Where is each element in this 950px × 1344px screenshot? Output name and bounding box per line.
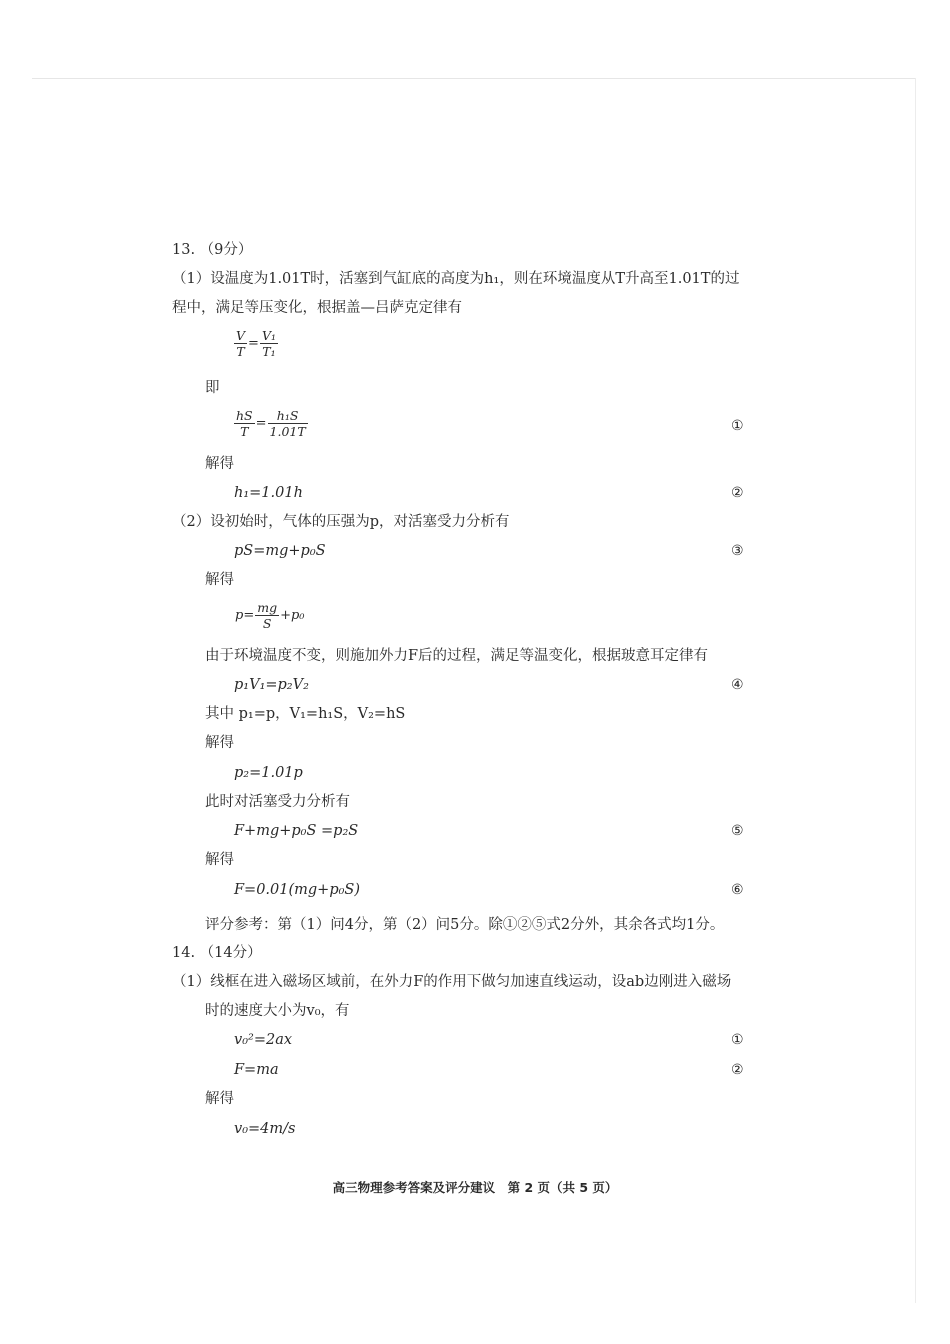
fraction-right: $\frac{\text{h₁S}}{1.01T}$ xyxy=(269,408,306,439)
q13-header: 13. （9分） xyxy=(172,242,253,258)
q14-eq-1: v₀²=2ax xyxy=(234,1032,293,1048)
q13-formula-gay-lussac: $\frac{V}{T}$ = $\frac{\text{V₁}}{\text{T₁}}$ xyxy=(236,328,276,359)
q13-where-line: 其中 p₁=p，V₁=h₁S，V₂=hS xyxy=(205,706,406,722)
q14-eq-2: F=ma xyxy=(234,1062,279,1078)
equation-number-5: ⑤ xyxy=(731,823,744,839)
equation-number-6: ⑥ xyxy=(731,882,744,898)
page-right-border xyxy=(915,78,916,1303)
q14-equation-number-2: ② xyxy=(731,1062,744,1078)
q13-eq-F: F=0.01(mg+p₀S) xyxy=(234,882,361,898)
q13-eq-h1: h₁=1.01h xyxy=(234,485,303,501)
q13-jiede-4: 解得 xyxy=(205,852,234,868)
q13-boyle-line: 由于环境温度不变，则施加外力F后的过程，满足等温变化，根据玻意耳定律有 xyxy=(205,648,709,664)
q14-header: 14. （14分） xyxy=(172,945,262,961)
equation-number-2: ② xyxy=(731,485,744,501)
q14-eq-3: v₀=4m/s xyxy=(234,1121,296,1137)
equation-number-3: ③ xyxy=(731,543,744,559)
q13-formula-p: p= $\frac{mg}{S}$ +p₀ xyxy=(235,600,305,631)
q13-formula-1: $\frac{hS}{T}$ = $\frac{\text{h₁S}}{1.01T}$ xyxy=(236,408,306,439)
q13-jiede-3: 解得 xyxy=(205,735,234,751)
q13-part1-line1: （1）设温度为1.01T时，活塞到气缸底的高度为h₁，则在环境温度从T升高至1.01T的过 xyxy=(172,271,740,287)
q13-eq-p2: p₂=1.01p xyxy=(234,765,303,781)
q13-jiede-2: 解得 xyxy=(205,572,234,588)
q14-part1-line2: 时的速度大小为v₀，有 xyxy=(205,1003,350,1019)
q14-equation-number-1: ① xyxy=(731,1032,744,1048)
page-footer: 高三物理参考答案及评分建议 第 2 页（共 5 页） xyxy=(332,1180,618,1195)
fraction-left: $\frac{V}{T}$ xyxy=(236,328,246,359)
q13-part2-line: （2）设初始时，气体的压强为p，对活塞受力分析有 xyxy=(172,514,510,530)
q13-eq-boyle: p₁V₁=p₂V₂ xyxy=(234,677,309,693)
q14-jiede: 解得 xyxy=(205,1091,234,1107)
page-top-border xyxy=(32,78,916,79)
q13-jiede-1: 解得 xyxy=(205,456,234,472)
q13-part1-line2: 程中，满足等压变化，根据盖—吕萨克定律有 xyxy=(172,300,462,316)
q13-eq-force: F+mg+p₀S =p₂S xyxy=(234,823,359,839)
q13-scoring: 评分参考：第（1）问4分，第（2）问5分。除①②⑤式2分外，其余各式均1分。 xyxy=(205,917,725,933)
fraction-left: $\frac{hS}{T}$ xyxy=(236,408,253,439)
fraction-mg-s: $\frac{mg}{S}$ xyxy=(257,600,278,631)
q13-eq-ps: pS=mg+p₀S xyxy=(234,543,326,559)
q13-force-line: 此时对活塞受力分析有 xyxy=(205,794,350,810)
equation-number-4: ④ xyxy=(731,677,744,693)
q14-part1-line1: （1）线框在进入磁场区域前，在外力F的作用下做匀加速直线运动，设ab边刚进入磁场 xyxy=(172,974,732,990)
q13-ji: 即 xyxy=(205,380,220,396)
equation-number-1: ① xyxy=(731,418,744,434)
fraction-right: $\frac{\text{V₁}}{\text{T₁}}$ xyxy=(261,328,276,359)
